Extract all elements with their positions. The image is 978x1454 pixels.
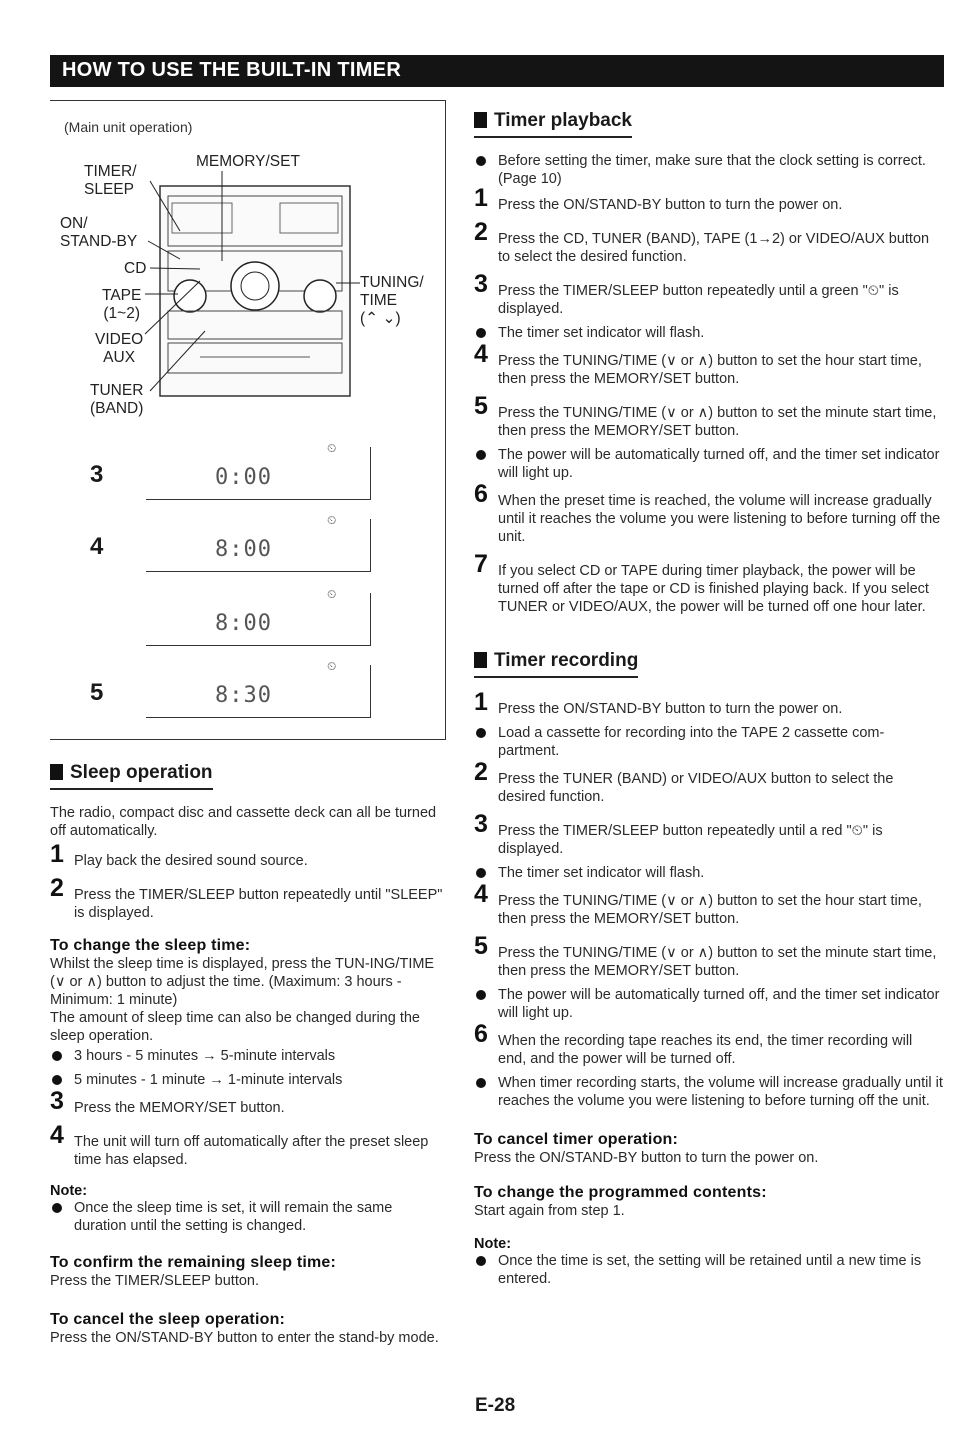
recording-bullet: The power will be automatically turned off, and the timer set indicator will light up. xyxy=(474,986,944,1022)
playback-step-6: 6 When the preset time is reached, the volume will increase gradually until it reaches the volume you were listening to before turning off the unit. xyxy=(474,480,941,545)
playback-heading xyxy=(474,110,632,138)
timer-indicator-icon: ⏲ xyxy=(327,659,337,673)
cancel-sleep-text: Press the ON/STAND-BY button to enter the stand-by mode. xyxy=(50,1330,439,1346)
label-on-standby: ON/ STAND-BY xyxy=(60,215,138,250)
playback-step-4: 4 Press the TUNING/TIME (∨ or ∧) button to set the hour start time, then press the MEMORY/SET button. xyxy=(474,340,922,387)
divider xyxy=(370,665,371,718)
cancel-sleep-heading: To cancel the sleep operation: xyxy=(50,1311,286,1328)
change-sleep-heading: To change the sleep time: xyxy=(50,937,251,954)
display-readout: 8:00 xyxy=(215,611,272,636)
playback-bullet: Before setting the timer, make sure that the clock setting is correct. (Page 10) xyxy=(474,152,944,188)
label-memory-set: MEMORY/SET xyxy=(196,153,300,170)
playback-bullet: The power will be automatically turned off, and the timer set indicator will light up. xyxy=(474,446,944,482)
main-unit-diagram xyxy=(50,100,446,740)
label-tuner-band: TUNER (BAND) xyxy=(90,382,144,417)
playback-step-2: 2 Press the CD, TUNER (BAND), TAPE (1→2) or VIDEO/AUX button to select the desired function. xyxy=(474,218,930,265)
sleep-step-1: 1 Play back the desired sound source. xyxy=(50,840,308,869)
cancel-timer-heading: To cancel timer operation: xyxy=(474,1131,679,1148)
display-step-number: 5 xyxy=(90,679,104,706)
divider xyxy=(146,499,370,500)
diagram-caption: (Main unit operation) xyxy=(64,119,193,135)
recording-bullet: The timer set indicator will flash. xyxy=(474,864,944,882)
playback-step-7: 7 If you select CD or TAPE during timer playback, the power will be turned off after the tape or CD is finished playing back. If you select TUNER or VIDEO/AUX, the power will be turned off one hour later. xyxy=(474,550,929,615)
cancel-timer-text: Press the ON/STAND-BY button to turn the power on. xyxy=(474,1150,819,1166)
recording-heading xyxy=(474,650,638,678)
step-text: Press the TUNING/TIME (∨ or ∧) button to set the minute start time, then press the MEMORY/SET button. xyxy=(498,945,937,979)
page-number: E-28 xyxy=(475,1395,516,1416)
sleep-intro: The radio, compact disc and cassette deck can all be turned off automatically. xyxy=(50,805,437,839)
sleep-step-3: 3 Press the MEMORY/SET button. xyxy=(50,1087,285,1116)
label-tape: TAPE (1~2) xyxy=(102,287,142,322)
recording-step-4: 4 Press the TUNING/TIME (∨ or ∧) button to set the hour start time, then press the MEMORY/SET button. xyxy=(474,880,922,927)
step-text: Press the MEMORY/SET button. xyxy=(74,1100,285,1116)
page-title: HOW TO USE THE BUILT-IN TIMER xyxy=(62,59,402,81)
label-tuning-time: TUNING/ TIME (⌃ ⌄) xyxy=(360,274,424,327)
recording-step-5: 5 Press the TUNING/TIME (∨ or ∧) button to set the minute start time, then press the MEMORY/SET button. xyxy=(474,932,937,979)
divider xyxy=(146,645,370,646)
timer-note-heading: Note: xyxy=(474,1236,512,1252)
change-program-heading: To change the programmed contents: xyxy=(474,1184,767,1201)
display-step-number: 3 xyxy=(90,461,104,488)
step-text: When the preset time is reached, the volume will increase gradually until it reaches the volume you were listening to before turning off the unit. xyxy=(498,493,941,545)
display-step-row xyxy=(50,513,446,575)
step-text: The unit will turn off automatically after the preset sleep time has elapsed. xyxy=(74,1134,429,1168)
step-text: Press the TUNING/TIME (∨ or ∧) button to set the minute start time, then press the MEMORY/SET button. xyxy=(498,405,937,439)
divider xyxy=(370,447,371,500)
page-title-bar xyxy=(50,55,944,87)
sleep-note-heading: Note: xyxy=(50,1183,88,1199)
display-step-row xyxy=(50,587,446,649)
step-text: If you select CD or TAPE during timer playback, the power will be turned off after the tape or CD is finished playing back. If you select TUNER or VIDEO/AUX, the power will be turned off one hour later. xyxy=(498,563,929,615)
sleep-step-4: 4 The unit will turn off automatically after the preset sleep time has elapsed. xyxy=(50,1121,429,1168)
interval-bullet: 3 hours - 5 minutes → 5-minute intervals xyxy=(50,1047,448,1065)
playback-heading-text: Timer playback xyxy=(494,110,633,131)
step-text: Press the TIMER/SLEEP button repeatedly until "SLEEP" is displayed. xyxy=(74,887,443,921)
recording-step-3: 3 Press the TIMER/SLEEP button repeatedly until a red "⏲" is displayed. xyxy=(474,810,883,857)
display-readout: 0:00 xyxy=(215,465,272,490)
playback-step-1: 1 Press the ON/STAND-BY button to turn the power on. xyxy=(474,184,843,213)
recording-bullet: When timer recording starts, the volume will increase gradually until it reaches the volume you were listening to before turning off the unit. xyxy=(474,1074,944,1110)
playback-step-5: 5 Press the TUNING/TIME (∨ or ∧) button to set the minute start time, then press the MEMORY/SET button. xyxy=(474,392,937,439)
confirm-sleep-text: Press the TIMER/SLEEP button. xyxy=(50,1273,260,1289)
playback-bullet: The timer set indicator will flash. xyxy=(474,324,944,342)
step-text: Press the TUNER (BAND) or VIDEO/AUX button to select the desired function. xyxy=(498,771,894,805)
right-column xyxy=(474,110,944,1288)
label-cd: CD xyxy=(124,260,147,277)
recording-heading-text: Timer recording xyxy=(494,650,639,671)
recording-step-6: 6 When the recording tape reaches its end, the timer recording will end, and the power will be turned off. xyxy=(474,1020,913,1067)
step-text: Press the TUNING/TIME (∨ or ∧) button to set the hour start time, then press the MEMORY/SET button. xyxy=(498,353,922,387)
divider xyxy=(146,717,370,718)
square-bullet-icon xyxy=(474,112,487,128)
step-text: Press the CD, TUNER (BAND), TAPE (1→2) or VIDEO/AUX button to select the desired function. xyxy=(498,231,930,265)
timer-indicator-icon: ⏲ xyxy=(327,441,337,455)
timer-indicator-icon: ⏲ xyxy=(327,587,337,601)
confirm-sleep-heading: To confirm the remaining sleep time: xyxy=(50,1254,337,1271)
change-sleep-text-2: The amount of sleep time can also be changed during the sleep operation. xyxy=(50,1010,420,1044)
recording-step-2: 2 Press the TUNER (BAND) or VIDEO/AUX button to select the desired function. xyxy=(474,758,894,805)
left-column xyxy=(50,100,448,1347)
square-bullet-icon xyxy=(474,652,487,668)
step-text: Press the TIMER/SLEEP button repeatedly until a green "⏲" is displayed. xyxy=(498,283,899,317)
display-step-row xyxy=(50,441,446,503)
display-readout: 8:30 xyxy=(215,683,272,708)
step-text: When the recording tape reaches its end, the timer recording will end, and the power will be turned off. xyxy=(498,1033,913,1067)
timer-note: Once the time is set, the setting will be retained until a new time is entered. xyxy=(474,1252,944,1288)
display-step-number: 4 xyxy=(90,533,104,560)
display-readout: 8:00 xyxy=(215,537,272,562)
sleep-step-2: 2 Press the TIMER/SLEEP button repeatedly until "SLEEP" is displayed. xyxy=(50,874,443,921)
sleep-note: Once the sleep time is set, it will remain the same duration until the setting is changed. xyxy=(50,1199,448,1235)
divider xyxy=(146,571,370,572)
divider xyxy=(370,519,371,572)
step-text: Press the TUNING/TIME (∨ or ∧) button to set the hour start time, then press the MEMORY/SET button. xyxy=(498,893,922,927)
step-text: Press the TIMER/SLEEP button repeatedly until a red "⏲" is displayed. xyxy=(498,823,883,857)
step-text: Play back the desired sound source. xyxy=(74,853,308,869)
step-text: Press the ON/STAND-BY button to turn the power on. xyxy=(498,701,843,717)
recording-bullet: Load a cassette for recording into the TAPE 2 cassette com-partment. xyxy=(474,724,944,760)
square-bullet-icon xyxy=(50,764,63,780)
sleep-heading-text: Sleep operation xyxy=(70,762,213,783)
playback-step-3: 3 Press the TIMER/SLEEP button repeatedly until a green "⏲" is displayed. xyxy=(474,270,899,317)
divider xyxy=(370,593,371,646)
recording-step-1: 1 Press the ON/STAND-BY button to turn the power on. xyxy=(474,688,843,717)
sleep-heading xyxy=(50,762,213,790)
step-text: Press the ON/STAND-BY button to turn the power on. xyxy=(498,197,843,213)
sleep-section xyxy=(50,762,448,1347)
label-video-aux: VIDEO AUX xyxy=(95,331,144,366)
interval-bullet: 5 minutes - 1 minute → 1-minute intervals xyxy=(50,1071,448,1089)
display-step-row xyxy=(50,659,446,721)
change-sleep-text: Whilst the sleep time is displayed, press the TUN-ING/TIME (∨ or ∧) button to adjust the time. (Maximum: 3 hours - Minimum: 1 minute) xyxy=(50,956,435,1008)
change-program-text: Start again from step 1. xyxy=(474,1203,625,1219)
timer-indicator-icon: ⏲ xyxy=(327,513,337,527)
label-timer-sleep: TIMER/ SLEEP xyxy=(84,163,137,198)
